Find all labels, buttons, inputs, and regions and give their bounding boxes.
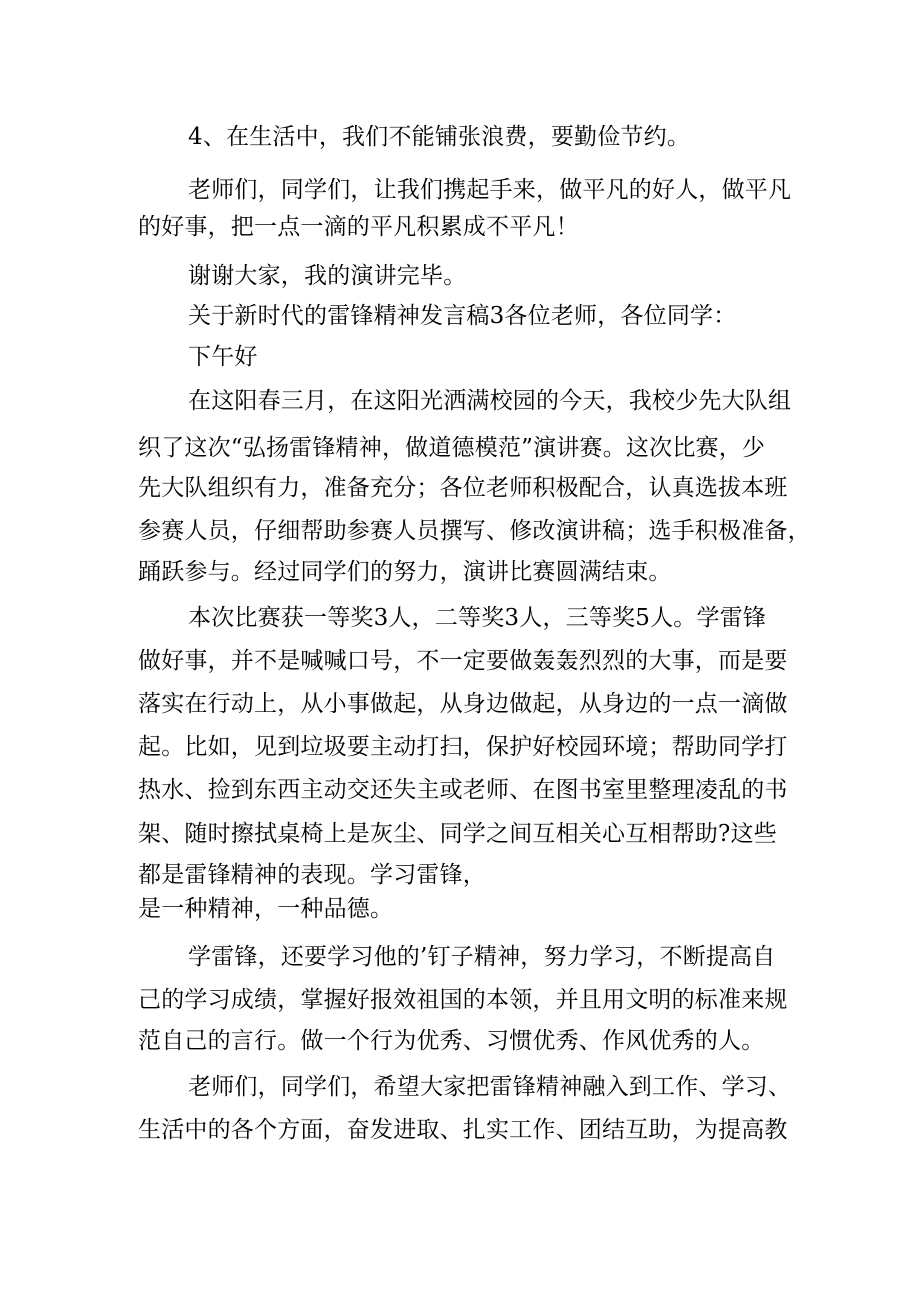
text-line: 落实在行动上，从小事做起，从身边做起，从身边的一点一滴做 xyxy=(138,691,788,717)
text-line: 老师们，同学们，希望大家把雷锋精神融入到工作、学习、 xyxy=(188,1074,792,1100)
text-line: 起。比如，见到垃圾要主动打扫，保护好校园环境；帮助同学打 xyxy=(138,734,788,760)
text-line: 先大队组织有力，准备充分；各位老师积极配合，认真选拔本班 xyxy=(138,475,788,501)
text-line: 下午好 xyxy=(188,344,258,370)
text-line: 做好事，并不是喊喊口号，不一定要做轰轰烈烈的大事，而是要 xyxy=(138,648,788,674)
text-line: 是一种精神，一种品德。 xyxy=(138,896,394,922)
text-line: 都是雷锋精神的表现。学习雷锋， xyxy=(138,862,486,888)
text-line: 生活中的各个方面，奋发进取、扎实工作、团结互助，为提高教 xyxy=(138,1117,788,1143)
text-line: 谢谢大家，我的演讲完毕。 xyxy=(188,263,467,289)
text-line: 的好事，把一点一滴的平凡积累成不平凡！ xyxy=(138,214,579,240)
text-line: 织了这次“弘扬雷锋精神，做道德模范”演讲赛。这次比赛，少 xyxy=(138,435,766,461)
text-line: 老师们，同学们，让我们携起手来，做平凡的好人，做平凡 xyxy=(188,177,792,203)
text-line: 踊跃参与。经过同学们的努力，演讲比赛圆满结束。 xyxy=(138,559,672,585)
text-line: 在这阳春三月，在这阳光洒满校园的今天，我校少先大队组 xyxy=(188,388,792,414)
text-line: 本次比赛获一等奖3人，二等奖3人，三等奖5人。学雷锋 xyxy=(188,605,767,631)
text-line: 架、随时擦拭桌椅上是灰尘、同学之间互相关心互相帮助?这些 xyxy=(138,821,777,847)
text-line: 范自己的言行。做一个行为优秀、习惯优秀、作风优秀的人。 xyxy=(138,1028,765,1054)
text-line: 4、在生活中，我们不能铺张浪费，要勤俭节约。 xyxy=(188,124,691,150)
text-line: 关于新时代的雷锋精神发言稿3各位老师，各位同学： xyxy=(188,303,737,329)
text-line: 参赛人员，仔细帮助参赛人员撰写、修改演讲稿；选手积极准备， xyxy=(138,518,811,544)
text-line: 己的学习成绩，掌握好报效祖国的本领，并且用文明的标准来规 xyxy=(138,987,788,1013)
text-line: 热水、捡到东西主动交还失主或老师、在图书室里整理凌乱的书 xyxy=(138,777,788,803)
text-line: 学雷锋，还要学习他的’钉子精神，努力学习，不断提高自 xyxy=(188,944,776,970)
